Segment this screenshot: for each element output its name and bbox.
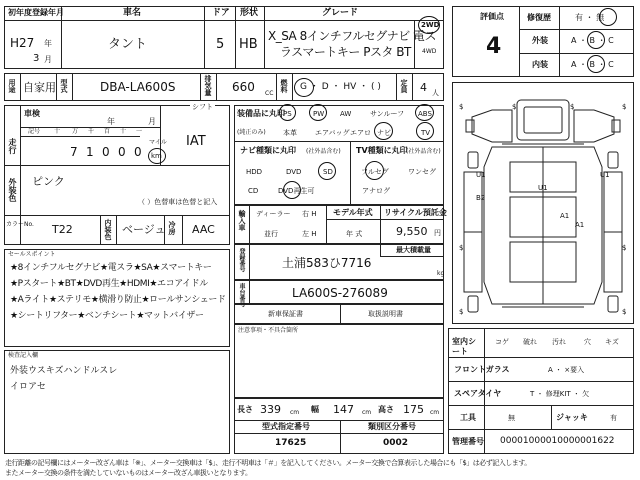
tools-label: 工具 [460,413,476,422]
diagram-label-u1-b: U1 [538,184,548,192]
max-load-unit: kg [437,270,445,277]
color-note: （ ）色替車は色替と記入 [138,198,218,206]
exterior-options: A ・ B ・ C [571,36,614,45]
car-name-value: タント [108,37,148,52]
repair-options: 有 ・ 無 [575,13,605,22]
max-load-label: 最大積載量 [396,246,431,254]
navi-dvd-playback-circle [283,181,301,199]
diagram-label-s2: $ [512,103,517,111]
repair-selected-circle [599,8,617,26]
equipment-block [234,105,444,205]
length-label: 長さ [237,405,253,414]
first-reg-label: 初年度登録年月 [8,8,64,17]
equip-aw: AW [340,110,352,118]
equip-navi: ナビ [377,129,391,137]
equip-sunroof: サンルーフ [370,110,405,118]
chassis-label: 車台番号 [238,283,245,307]
capacity-value: 4 [420,81,427,94]
inspector-line-1: 外装ウスキズハンドルスレ [10,366,118,376]
inspection-label: 車検 [24,109,40,118]
use-value: 自家用 [23,81,56,94]
mileage-header-0: 記号 [28,128,41,135]
seat-item-2: 汚れ [552,338,566,346]
seat-item-3: 穴 [584,338,591,346]
mileage-header-1: 十 [54,128,61,135]
interior-options: A ・ B ・ C [571,60,614,69]
diagram-label-s8: $ [622,308,627,316]
car-diagram [452,82,634,324]
color-code-value: T22 [52,223,73,236]
width-label: 幅 [311,405,319,414]
mileage-digit-3: 0 [118,145,126,159]
equip-airbag: エアバッグ [315,129,350,137]
sales-point-line-4: ★シートリフター★ベンチシート★マットバイザー [10,311,204,321]
sales-point-line-1: ★8インチフルセグナビ★電スラ★SA★スマートキー [10,263,212,273]
mileage-header-4: 百 [104,128,111,135]
diagram-label-s3: $ [570,103,575,111]
equip-pw-circle [309,104,327,121]
diagram-label-u1-c: U1 [600,171,610,179]
spare-label: スペアタイヤ [454,389,502,398]
diagram-label-s6: $ [622,244,627,252]
sales-point-line-2: ★Pスタート★BT★DVD再生★HDMI★エコアイドル [10,279,208,289]
inspection-year-unit: 年 [107,117,115,126]
tv-analog: アナログ [362,187,390,195]
model-value: DBA-LA600S [100,80,176,94]
diagram-label-s7: $ [459,308,464,316]
diagram-label-a1-b: A1 [575,221,585,229]
first-reg-era: H27 [10,36,35,50]
mgmt-label: 管理番号 [452,437,484,446]
exterior-selected-circle [587,31,605,49]
inspector-label: 検査記入欄 [8,352,39,359]
first-reg-year-unit: 年 [44,39,52,48]
tv-fullseg: フルセグ [361,168,389,176]
diagram-label-a1-a: A1 [560,212,570,220]
exterior-label: 外装 [532,36,548,45]
grade-line-2: ラスマートキー Pスタ BT [280,45,411,59]
navi-sd: SD [323,168,333,176]
footer-line-1: 走行距離の記号欄にはメーター改ざん車は「※」、メーター交換車は「$」、走行不明車は「＃」を記入してください。メーター交換で合算表示した場合にも「$」は必ず記入します。 [5,459,531,467]
equip-abs: ABS [418,110,432,118]
sales-point-line-3: ★Aライト★ステリモ★横滑り防止★ロールサンシェード [10,295,226,305]
glass-value: A ・ ×要入 [548,366,585,374]
car-name-label: 車名 [123,8,142,18]
type-number-value: 17625 [275,438,307,448]
seat-item-0: コゲ [495,338,509,346]
interior-selected-circle [587,55,605,73]
spare-value: T ・ 修理KIT ・ 欠 [530,390,590,398]
jack-label: ジャッキ [556,413,588,422]
recycle-unit: 円 [434,229,441,237]
diagram-label-s4: $ [622,103,627,111]
tv-sub-label: (社外品含む) [406,148,441,155]
model-year-unit: 年 式 [346,230,363,238]
mileage-unit-km: km [151,152,162,160]
equipment-sub-label: (純正のみ) [237,129,266,136]
displacement-value: 660 [232,80,255,94]
shift-value: IAT [186,134,206,149]
tools-value: 無 [508,414,515,422]
equip-navi-circle [374,122,393,140]
tv-label: TV種類に丸印 [356,146,408,155]
use-label: 用途 [8,79,16,93]
equip-aero: エアロ [350,129,371,137]
equip-abs-circle [415,104,434,121]
import-parallel: 並行 [264,230,278,238]
navi-cd: CD [248,187,259,195]
drive-4wd: 4WD [422,48,437,55]
class-number-label: 類別区分番号 [368,422,416,431]
interior-color-label: 内装色 [104,219,112,240]
equipment-label: 装備品に丸印 [237,109,285,118]
model-year-label: モデル年式 [333,208,373,217]
interior-seat-label: 室内シート [452,337,476,356]
import-dealer: ディーラー [256,210,291,218]
diagram-label-s5: $ [459,244,464,252]
diagram-label-b2: B2 [476,194,486,202]
mileage-header-2: 万 [72,128,79,135]
mileage-header-6: 一 [136,128,143,135]
mileage-label: 走行 [8,138,17,154]
mileage-digit-4: 0 [134,145,142,159]
score-label: 評価点 [480,12,504,21]
interior-label: 内装 [532,60,548,69]
fuel-options: G ・ D ・ HV ・ ( ) [300,82,381,92]
equip-tv: TV [421,129,431,137]
mileage-header-3: 千 [88,128,95,135]
mileage-unit-mile: マイル [149,139,167,146]
color-label: 外装色 [8,178,17,202]
navi-dvd-playback: DVD再生可 [278,187,315,195]
navi-sub-label: (社外品含む) [306,148,341,155]
warranty-label: 新車保証書 [268,310,303,318]
height-value: 175 [403,403,424,416]
steering-right: 右 H [302,210,317,218]
steering-left: 左 H [302,230,317,238]
tv-oneseg: ワンセグ [408,168,436,176]
inspector-line-2: イロアセ [10,382,46,392]
first-reg-month-unit: 月 [44,55,52,64]
mileage-header-5: 十 [120,128,127,135]
seat-item-1: 破れ [523,338,537,346]
interior-color-value: ベージュ [122,223,166,236]
ac-label: 冷房 [168,221,176,235]
tv-fullseg-circle [365,161,384,180]
diagram-label-s1: $ [459,103,464,111]
navi-sd-circle [318,162,336,180]
navi-hdd: HDD [246,168,263,176]
displacement-label: 排気量 [204,75,212,96]
glass-label: フロントガラス [454,365,510,374]
diagram-label-u1-a: U1 [476,171,486,179]
displacement-unit: CC [265,90,274,97]
sales-point-label: セールスポイント [8,251,56,258]
door-label: ドア [212,8,230,18]
capacity-label: 定員 [400,79,408,93]
notes-block [234,324,444,398]
mileage-digit-1: 1 [86,145,94,159]
grade-line-1: X_SA 8インチフルセグナビ 電ス [268,29,437,43]
height-label: 高さ [378,405,394,414]
notes-label: 注意事項・不具合箇所 [238,327,299,334]
mileage-digit-2: 0 [102,145,110,159]
equip-ps: PS [283,110,292,118]
color-value: ピンク [32,175,65,188]
length-unit: cm [290,409,300,416]
shift-label: シフト [192,103,213,111]
seat-item-4: キズ [605,338,619,346]
class-number-value: 0002 [383,438,409,448]
registration-label: 登録番号 [238,248,245,272]
width-unit: cm [362,409,372,416]
chassis-value: LA600S-276089 [292,286,388,300]
score-value: 4 [486,34,502,59]
shape-value: HB [239,37,258,52]
drive-2wd: 2WD [421,21,440,29]
height-unit: cm [430,409,440,416]
grade-label: グレード [322,8,359,18]
repair-label: 修復歴 [527,13,551,22]
equip-tv-circle [416,122,434,140]
km-circle [148,148,166,164]
equip-ps-circle [279,104,296,121]
mileage-digit-0: 7 [70,145,78,159]
recycle-label: リサイクル預託金 [384,208,447,217]
registration-value: 土浦583ひ7716 [282,256,372,270]
inspection-month-unit: 月 [148,117,156,126]
capacity-unit: 人 [432,89,439,97]
import-label: 輸入車 [238,210,246,231]
footer-line-2: またメーター交換の条件を満たしていないものはメーター改ざん車扱いとなります。 [5,469,252,477]
navi-dvd: DVD [286,168,302,176]
fuel-selected-circle [294,78,314,97]
equip-pw: PW [313,110,325,118]
doors-value: 5 [216,37,225,52]
equip-leather: 本革 [283,129,297,137]
color-code-label: カラーNo. [6,221,34,228]
shape-label: 形状 [240,8,259,18]
recycle-value: 9,550 [396,225,428,238]
jack-value: 有 [610,414,617,422]
length-value: 339 [260,403,281,416]
manual-label: 取扱説明書 [368,310,403,318]
docs-block [234,304,444,324]
model-label: 型式 [60,79,68,93]
fuel-label: 燃料 [280,79,288,93]
navi-label: ナビ種類に丸印 [240,146,296,155]
type-number-label: 型式指定番号 [262,422,310,431]
ac-value: AAC [192,223,215,236]
first-reg-month: 3 [33,53,40,64]
width-value: 147 [333,403,354,416]
mgmt-value: 00001000010000001622 [500,436,615,446]
